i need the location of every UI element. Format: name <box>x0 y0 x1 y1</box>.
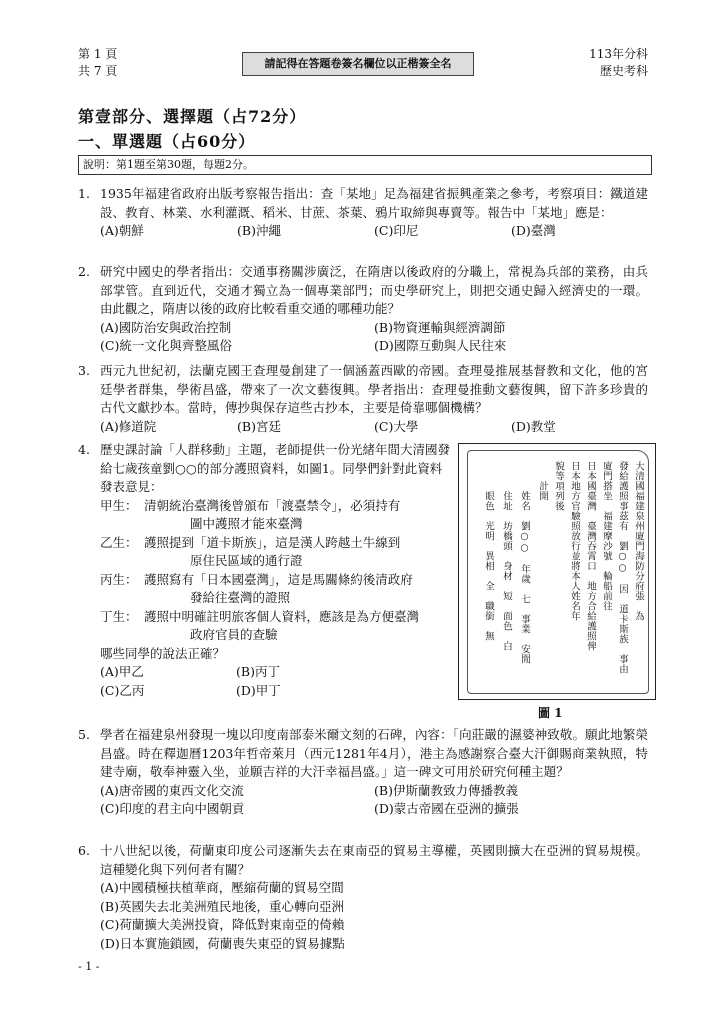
page-footer: - 1 - <box>78 960 100 973</box>
options <box>100 663 458 682</box>
passport-column: 貌等項列後 <box>553 461 564 511</box>
question-1 <box>78 185 648 241</box>
question-number: 1. <box>78 186 90 201</box>
statement-ding <box>100 608 458 645</box>
question-number: 2. <box>78 264 90 279</box>
page-counter <box>78 46 117 80</box>
option-c[interactable]: (C)印尼 <box>374 223 419 238</box>
option-d[interactable]: (D)臺灣 <box>511 223 556 238</box>
option-b[interactable]: (B)伊斯蘭教致力傳播教義 <box>374 782 518 798</box>
passport-column: 眼色 光明 異相 全 職銜 無 <box>483 491 494 641</box>
option-b[interactable]: (B)英國失去北美洲殖民地後，重心轉向亞洲 <box>100 898 344 914</box>
subsection-title: 一、單選題（占60分） <box>78 132 256 151</box>
figure-caption: 圖 1 <box>538 706 563 720</box>
option-d[interactable]: (D)甲丁 <box>236 682 281 698</box>
question-number: 3. <box>78 363 90 378</box>
passport-column: 日本國臺灣 臺灣吞霄口 地方合給護照俾 <box>585 461 596 651</box>
option-a[interactable]: (A)唐帝國的東西文化交流 <box>100 782 244 798</box>
question-stem: 研究中國史的學者指出：交通事務關涉廣泛，在隋唐以後政府的分職上，常視為兵部的業務，由兵部掌管。直到近代，交通才獨立為一個專業部門；而史學研究上，則把交通史歸入經濟史的一環。由此觀之，隋唐以後的政府比較看重交通的哪種功能？ <box>100 264 648 316</box>
question-stem: 1935年福建省政府出版考察報告指出：查「某地」足為福建省振興產業之參考，考察項目：鐵道建設、教育、林業、水利灌溉、稻米、甘蔗、茶葉、鴉片取締與專賣等。報告中「某地」應是： <box>100 186 648 220</box>
statement-text-cont: 發給往臺灣的證照 <box>190 590 291 605</box>
passport-figure <box>458 443 656 700</box>
option-a[interactable]: (A)國防治安與政治控制 <box>100 319 232 335</box>
statement-text: 護照提到「道卡斯族」，這是漢人跨越土牛線到 <box>144 534 401 550</box>
passport-document <box>467 450 649 694</box>
page-current: 第 1 頁 <box>78 47 118 61</box>
exam-subject: 歷史考科 <box>599 64 648 78</box>
section-title: 第壹部分、選擇題（占72分） <box>78 107 307 126</box>
passport-column: 日本地方官驗照放行並將本人姓名年 <box>569 461 580 621</box>
question-4 <box>78 441 458 700</box>
statement-label: 丙生： <box>100 571 138 587</box>
option-d[interactable]: (D)國際互動與人民往來 <box>374 338 507 353</box>
statement-text-cont: 圖中護照才能來臺灣 <box>190 516 303 531</box>
option-c[interactable]: (C)印度的君主向中國朝貢 <box>100 801 245 816</box>
statement-jia <box>100 497 458 534</box>
passport-column: 大清國福建泉州廈門海防分府張 為 <box>633 461 644 621</box>
option-c[interactable]: (C)統一文化與齊整風俗 <box>100 338 232 353</box>
options <box>100 782 648 801</box>
option-b[interactable]: (B)沖繩 <box>237 223 281 238</box>
question-stem: 歷史課討論「人群移動」主題，老師提供一份光緒年間大清國發給七歲孩童劉○○的部分護照資料，如圖1。同學們針對此資料發表意見： <box>100 442 451 494</box>
question-stem: 學者在福建泉州發現一塊以印度南部泰米爾文刻的石碑，內容：「向莊嚴的濕婆神致敬。願此地繁榮昌盛。時在釋迦曆1203年哲帝萊月（西元1281年4月），港主為感謝察合臺大汗御賜商業執照，特建寺廟，敬奉神靈入坐，並願吉祥的大汗幸福昌盛。」這一碑文可用於研究何種主題？ <box>100 727 648 779</box>
option-d[interactable]: (D)蒙古帝國在亞洲的擴張 <box>374 801 519 816</box>
option-d[interactable]: (D)教堂 <box>511 418 556 434</box>
passport-column: 廈門搭坐 福建摩沙號 輪船前往 <box>601 461 612 611</box>
statement-text: 清朝統治臺灣後曾頒布「渡臺禁令」，必須持有 <box>144 497 401 513</box>
options <box>100 800 648 819</box>
statement-text: 護照中明確註明旅客個人資料，應該是為方便臺灣 <box>144 608 420 624</box>
exam-year: 113年分科 <box>589 47 648 61</box>
question-ask: 哪些同學的說法正確？ <box>100 645 226 661</box>
question-number: 5. <box>78 727 90 742</box>
question-3 <box>78 362 648 436</box>
option-a[interactable]: (A)修道院 <box>100 418 157 434</box>
question-number: 6. <box>78 843 90 858</box>
option-a[interactable]: (A)中國積極扶植華商，壓縮荷蘭的貿易空間 <box>100 880 344 895</box>
statement-label: 甲生： <box>100 497 138 513</box>
options <box>100 418 648 437</box>
option-a[interactable]: (A)甲乙 <box>100 664 144 679</box>
instruction-box: 說明：第1題至第30題，每題2分。 <box>78 155 652 175</box>
option-d[interactable]: (D)日本實施鎖國，荷蘭喪失東亞的貿易據點 <box>100 935 345 951</box>
options <box>100 319 648 338</box>
option-c[interactable]: (C)大學 <box>374 418 419 434</box>
question-stem: 十八世紀以後，荷蘭東印度公司逐漸失去在東南亞的貿易主導權，英國則擴大在亞洲的貿易規模。這種變化與下列何者有關？ <box>100 843 648 877</box>
option-c[interactable]: (C)乙丙 <box>100 682 145 698</box>
question-stem: 西元九世紀初，法蘭克國王查理曼創建了一個涵蓋西歐的帝國。查理曼推展基督教和文化，他的宮廷學者群集，學術昌盛，帶來了一次文藝復興。學者指出：查理曼推動文藝復興，留下許多珍貴的古代文獻抄本。當時，傳抄與保存這些古抄本，主要是倚靠哪個機構？ <box>100 363 648 415</box>
question-2 <box>78 263 648 356</box>
question-number: 4. <box>78 442 90 457</box>
passport-column: 姓名 劉○○ 年歲 七 事業 安閒 <box>519 491 530 664</box>
statement-yi <box>100 534 458 571</box>
signature-notice: 請記得在答題卷簽名欄位以正楷簽全名 <box>242 52 474 76</box>
options <box>100 682 458 701</box>
statement-label: 乙生： <box>100 534 138 550</box>
page-total: 共 7 頁 <box>78 64 118 78</box>
statement-text-cont: 政府官員的查驗 <box>190 627 278 642</box>
question-5 <box>78 726 648 819</box>
statement-bing <box>100 571 458 608</box>
passport-column: 計開 <box>537 481 548 501</box>
statement-text: 護照寫有「日本國臺灣」，這是馬關條約後清政府 <box>144 571 413 587</box>
options <box>100 222 648 241</box>
options <box>100 337 648 356</box>
statement-text-cont: 原住民區域的通行證 <box>190 553 303 568</box>
statement-label: 丁生： <box>100 608 138 624</box>
option-b[interactable]: (B)宮廷 <box>237 418 281 434</box>
passport-column: 住址 坊橋頭 身材 短 面色 白 <box>501 491 512 651</box>
option-a[interactable]: (A)朝鮮 <box>100 223 144 238</box>
option-c[interactable]: (C)荷蘭擴大美洲投資，降低對東南亞的倚賴 <box>100 917 345 932</box>
option-b[interactable]: (B)物資運輸與經濟調節 <box>374 319 506 335</box>
exam-info <box>589 46 648 80</box>
question-6 <box>78 842 648 953</box>
option-b[interactable]: (B)丙丁 <box>236 664 280 679</box>
passport-column: 發給護照事茲有 劉○○ 因 道卡斯族 事由 <box>617 461 628 674</box>
